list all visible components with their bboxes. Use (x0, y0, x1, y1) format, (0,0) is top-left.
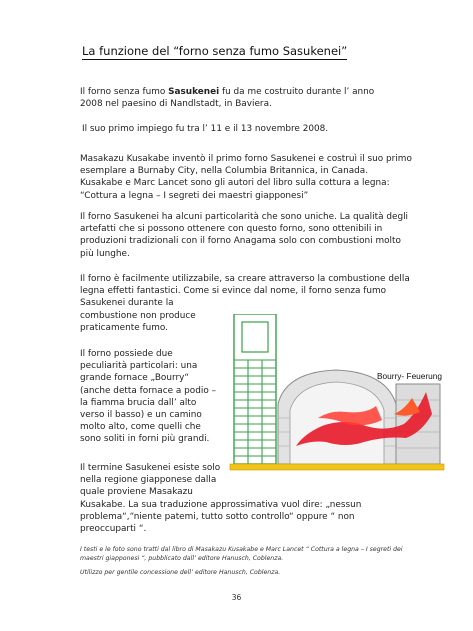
para1-text: Il forno senza fumo (80, 87, 169, 97)
footer-permission: Utilizzo per gentile concessione dell’ editore Hanusch, Coblenza. (80, 569, 281, 576)
para3-line: Masakazu Kusakabe inventò il primo forno Sasukenei e costruì il suo primo (80, 154, 412, 164)
chimney (234, 314, 276, 464)
page-title: La funzione del “forno senza fumo Sasukenei” (82, 44, 348, 58)
paragraph-inventor (80, 153, 412, 202)
para3-line: esemplare a Burnaby City, nella Columbia Britannica, in Canada. (80, 166, 369, 177)
brand-name: Sasukenei (168, 87, 220, 97)
para6-line: verso il basso) e un camino (80, 410, 202, 421)
footer-line: I testi e le foto sono tratti dal libro di Masakazu Kusakabe e Marc Lancet “ Cottura a legna – I segreti dei (80, 546, 403, 553)
para6-line: (anche detta fornace a podio – (80, 385, 217, 396)
para5-line: praticamente fumo. (80, 322, 168, 333)
para5-line: Il forno è facilmente utilizzabile, sa creare attraverso la combustione della (80, 274, 410, 284)
para6-line: la fiamma brucia dall’ alto (80, 397, 197, 408)
kiln-label: Bourry- Feuerung (377, 371, 443, 381)
para7-line: Kusakabe. La sua traduzione approssimativa vuol dire: „nessun (80, 499, 362, 510)
para1-text-after: fu da me costruito durante l’ anno (219, 87, 375, 97)
para5-line: legna effetti fantastici. Come si evince dal nome, il forno senza fumo (80, 286, 387, 297)
para7-line: nella regione giapponese dalla (80, 475, 217, 486)
paragraph-particularities (80, 211, 408, 260)
para7-line: quale proviene Masakazu (80, 487, 193, 498)
para6-line: peculiarità particolari: una (80, 361, 198, 372)
paragraph-first-use: Il suo primo impiego fu tra l’ 11 e il 13 novembre 2008. (82, 124, 329, 134)
paragraph-construction (80, 86, 374, 110)
para7-line: problema“,“niente patemi, tutto sotto controllo“ oppure “ non (80, 511, 355, 522)
para6-line: grande fornace „Bourry“ (80, 373, 189, 384)
para5-line: Sasukenei durante la (80, 298, 174, 309)
para4-line: produzioni tradizionali con il forno Anagama solo con combustioni molto (80, 236, 401, 247)
para4-line: più lunghe. (80, 248, 130, 259)
para7-line: Il termine Sasukenei esiste solo (80, 463, 221, 473)
paragraph-features (80, 348, 216, 446)
para4-line: artefatti che si possono ottenere con questo forno, sono ottenibili in (80, 224, 383, 235)
para6-line: Il forno possiede due (80, 349, 173, 359)
para4-line: Il forno Sasukenei ha alcuni particolarità che sono uniche. La qualità degli (80, 212, 409, 222)
kiln-illustration (226, 314, 448, 474)
para7-line: preoccuparti “. (80, 524, 147, 535)
footer-credits (80, 545, 403, 563)
para6-line: molto alto, come quelli che (80, 422, 201, 433)
para5-line: combustione non produce (80, 310, 196, 321)
page-number: 36 (231, 593, 242, 602)
para3-line: “Cottura a legna – I segreti dei maestri giapponesi” (80, 190, 309, 201)
para1-line2: 2008 nel paesino di Nandlstadt, in Baviera. (80, 99, 272, 110)
para6-line: sono soliti in forni più grandi. (80, 434, 210, 445)
kiln-ground (230, 464, 444, 470)
footer-line: maestri giapponesi “, pubblicato dall’ editore Hanusch, Coblenza. (80, 555, 284, 562)
para3-line: Kusakabe e Marc Lancet sono gli autori del libro sulla cottura a legna: (80, 178, 390, 189)
